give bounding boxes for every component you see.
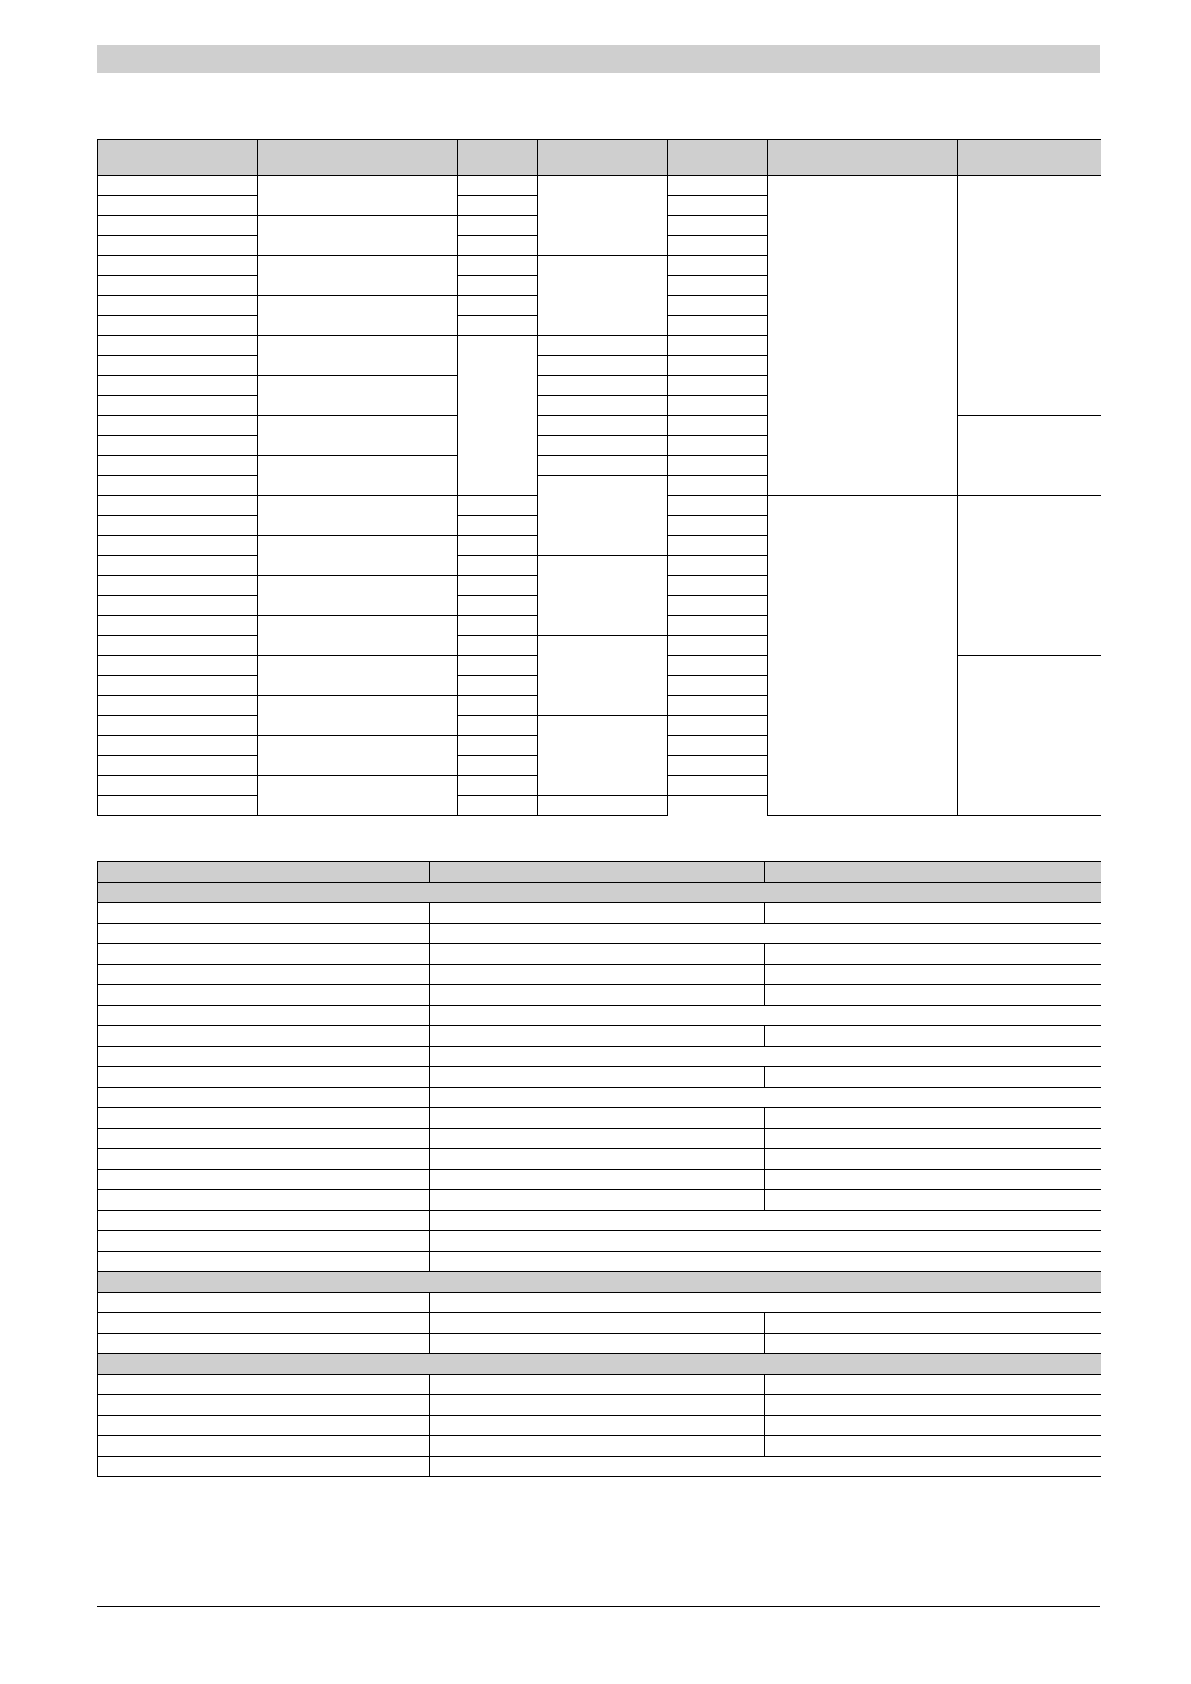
- table-cell: [258, 736, 458, 776]
- table-cell: [765, 1190, 1101, 1211]
- table-cell: [98, 1149, 430, 1170]
- table-cell: [430, 1333, 765, 1354]
- table-row: [98, 1456, 1101, 1477]
- table-cell: [430, 1415, 765, 1436]
- table-cell: [98, 776, 258, 796]
- section-row: [98, 882, 1101, 903]
- table-cell: [430, 1046, 1101, 1067]
- table-cell: [458, 336, 538, 496]
- table-cell: [668, 496, 768, 516]
- section-cell: [98, 1272, 1101, 1293]
- table-row: [98, 923, 1101, 944]
- table-cell: [430, 1190, 765, 1211]
- table-cell: [98, 416, 258, 436]
- table-cell: [258, 296, 458, 336]
- table-cell: [430, 1313, 765, 1334]
- table-cell: [98, 216, 258, 236]
- table-cell: [958, 496, 1101, 656]
- table-row: [98, 903, 1101, 924]
- table-cell: [538, 356, 668, 376]
- table-cell: [98, 476, 258, 496]
- table-cell: [538, 436, 668, 456]
- table-cell: [98, 636, 258, 656]
- header-cell: [538, 140, 668, 176]
- table-cell: [768, 176, 958, 496]
- table-row: [98, 1374, 1101, 1395]
- table-cell: [668, 376, 768, 396]
- table-cell: [258, 256, 458, 296]
- table-cell: [98, 1128, 430, 1149]
- table-cell: [458, 216, 538, 236]
- table-cell: [98, 1333, 430, 1354]
- section-cell: [98, 1354, 1101, 1375]
- table-cell: [668, 276, 768, 296]
- table-cell: [98, 1415, 430, 1436]
- table-cell: [458, 736, 538, 756]
- table-cell: [765, 1026, 1101, 1047]
- section-row: [98, 1272, 1101, 1293]
- table-cell: [98, 236, 258, 256]
- table-cell: [98, 356, 258, 376]
- table-row: [98, 1108, 1101, 1129]
- table-cell: [258, 776, 458, 816]
- table-cell: [430, 1087, 1101, 1108]
- table-cell: [668, 336, 768, 356]
- table-cell: [668, 596, 768, 616]
- table-cell: [430, 1231, 1101, 1252]
- table-cell: [430, 964, 765, 985]
- table-cell: [98, 1108, 430, 1129]
- table-cell: [765, 944, 1101, 965]
- table-cell: [458, 676, 538, 696]
- table-cell: [98, 964, 430, 985]
- table-cell: [765, 1374, 1101, 1395]
- table-cell: [430, 1395, 765, 1416]
- table-cell: [458, 576, 538, 596]
- table-cell: [458, 496, 538, 516]
- table-cell: [538, 476, 668, 556]
- table-cell: [98, 256, 258, 276]
- table-cell: [430, 903, 765, 924]
- table-cell: [430, 1169, 765, 1190]
- footer-rule: [97, 1606, 1100, 1607]
- table-cell: [765, 903, 1101, 924]
- table-cell: [538, 556, 668, 636]
- table-cell: [458, 236, 538, 256]
- table-cell: [98, 985, 430, 1006]
- table-row: [98, 1210, 1101, 1231]
- table-cell: [258, 336, 458, 376]
- table-header-row: [98, 140, 1101, 176]
- table-cell: [98, 1026, 430, 1047]
- specification-table-top: [97, 139, 1101, 816]
- table-cell: [98, 756, 258, 776]
- header-cell: [765, 862, 1101, 883]
- table-cell: [765, 1169, 1101, 1190]
- table-header-row: [98, 862, 1101, 883]
- table-cell: [668, 656, 768, 676]
- table-cell: [668, 396, 768, 416]
- table-cell: [98, 276, 258, 296]
- table-row: [98, 1046, 1101, 1067]
- table-cell: [668, 176, 768, 196]
- table-cell: [258, 456, 458, 496]
- table-cell: [668, 696, 768, 716]
- table-cell: [98, 296, 258, 316]
- table-cell: [668, 676, 768, 696]
- table-cell: [458, 296, 538, 316]
- table-cell: [430, 1251, 1101, 1272]
- table-cell: [258, 176, 458, 216]
- table-cell: [258, 416, 458, 456]
- table-cell: [258, 616, 458, 656]
- table-cell: [458, 516, 538, 536]
- header-cell: [958, 140, 1101, 176]
- table-row: [98, 1005, 1101, 1026]
- table-cell: [430, 1108, 765, 1129]
- table-cell: [98, 1005, 430, 1026]
- table-cell: [98, 903, 430, 924]
- table-cell: [430, 985, 765, 1006]
- table-cell: [458, 636, 538, 656]
- table-cell: [258, 376, 458, 416]
- table-cell: [98, 576, 258, 596]
- table-cell: [668, 716, 768, 736]
- table-cell: [98, 1169, 430, 1190]
- table-cell: [958, 416, 1101, 496]
- table-cell: [258, 696, 458, 736]
- table-cell: [668, 556, 768, 576]
- table-cell: [538, 456, 668, 476]
- table-cell: [458, 256, 538, 276]
- table-cell: [668, 216, 768, 236]
- table-row: [98, 1067, 1101, 1088]
- table-cell: [98, 396, 258, 416]
- table-row: [98, 1087, 1101, 1108]
- table-cell: [668, 456, 768, 476]
- table-cell: [258, 216, 458, 256]
- table-cell: [765, 1128, 1101, 1149]
- table-cell: [258, 496, 458, 536]
- table-cell: [765, 1108, 1101, 1129]
- table-cell: [538, 176, 668, 256]
- table-cell: [430, 1005, 1101, 1026]
- table-cell: [430, 1456, 1101, 1477]
- table-cell: [98, 716, 258, 736]
- table-cell: [98, 1251, 430, 1272]
- table-cell: [98, 596, 258, 616]
- table-cell: [98, 496, 258, 516]
- table-cell: [98, 696, 258, 716]
- page-header-bar: [97, 45, 1100, 73]
- table-row: [98, 1313, 1101, 1334]
- header-cell: [458, 140, 538, 176]
- section-cell: [98, 882, 1101, 903]
- table-cell: [430, 1292, 1101, 1313]
- table-cell: [538, 796, 668, 816]
- table-cell: [98, 1436, 430, 1457]
- specification-table-bottom: [97, 861, 1101, 1477]
- table-row: [98, 1333, 1101, 1354]
- table-cell: [430, 1374, 765, 1395]
- table-cell: [668, 296, 768, 316]
- table-cell: [765, 964, 1101, 985]
- table-row: [98, 1169, 1101, 1190]
- section-row: [98, 1354, 1101, 1375]
- table-row: [98, 1292, 1101, 1313]
- table-cell: [98, 436, 258, 456]
- table-cell: [430, 944, 765, 965]
- table-cell: [98, 456, 258, 476]
- table-cell: [98, 316, 258, 336]
- table-cell: [538, 416, 668, 436]
- table-cell: [668, 256, 768, 276]
- table-cell: [668, 316, 768, 336]
- table-cell: [765, 985, 1101, 1006]
- table-cell: [430, 1149, 765, 1170]
- table-cell: [258, 576, 458, 616]
- table-cell: [98, 536, 258, 556]
- table-cell: [765, 1313, 1101, 1334]
- table-cell: [458, 756, 538, 776]
- table-cell: [258, 656, 458, 696]
- table-cell: [430, 1067, 765, 1088]
- table-row: [98, 985, 1101, 1006]
- table-cell: [668, 636, 768, 656]
- table-cell: [98, 676, 258, 696]
- table-cell: [430, 1436, 765, 1457]
- table-row: [98, 964, 1101, 985]
- table-cell: [458, 276, 538, 296]
- table-cell: [458, 716, 538, 736]
- table-cell: [458, 776, 538, 796]
- table-cell: [668, 516, 768, 536]
- table-cell: [458, 176, 538, 196]
- table-cell: [98, 1395, 430, 1416]
- table-cell: [430, 923, 1101, 944]
- table-cell: [458, 536, 538, 556]
- table-cell: [668, 536, 768, 556]
- table-cell: [98, 944, 430, 965]
- table-row: [98, 1436, 1101, 1457]
- table-cell: [98, 1456, 430, 1477]
- table-row: [98, 1026, 1101, 1047]
- table-cell: [668, 776, 768, 796]
- table-cell: [98, 516, 258, 536]
- table-cell: [98, 1313, 430, 1334]
- table-cell: [538, 376, 668, 396]
- table-cell: [98, 556, 258, 576]
- table-cell: [765, 1415, 1101, 1436]
- table-cell: [958, 176, 1101, 416]
- table-cell: [430, 1026, 765, 1047]
- table-cell: [458, 616, 538, 636]
- table-cell: [765, 1333, 1101, 1354]
- table-cell: [668, 576, 768, 596]
- table-cell: [668, 416, 768, 436]
- header-cell: [98, 862, 430, 883]
- table-cell: [668, 196, 768, 216]
- table-row: [98, 1190, 1101, 1211]
- table-cell: [768, 496, 958, 816]
- table-row: [98, 1149, 1101, 1170]
- table-cell: [765, 1149, 1101, 1170]
- header-cell: [98, 140, 258, 176]
- table-cell: [668, 616, 768, 636]
- table-cell: [458, 596, 538, 616]
- table-cell: [538, 336, 668, 356]
- table-row: [98, 1395, 1101, 1416]
- table-cell: [98, 656, 258, 676]
- table-cell: [98, 1210, 430, 1231]
- header-cell: [668, 140, 768, 176]
- table-cell: [98, 1292, 430, 1313]
- table-cell: [538, 636, 668, 716]
- table-cell: [765, 1395, 1101, 1416]
- table-cell: [98, 1067, 430, 1088]
- table-row: [98, 1128, 1101, 1149]
- table-cell: [765, 1436, 1101, 1457]
- table-cell: [98, 736, 258, 756]
- table-cell: [258, 536, 458, 576]
- table-cell: [668, 356, 768, 376]
- table-cell: [430, 1128, 765, 1149]
- table-cell: [668, 756, 768, 776]
- table-cell: [98, 1087, 430, 1108]
- table-cell: [668, 436, 768, 456]
- table-cell: [458, 656, 538, 676]
- table-row: [98, 944, 1101, 965]
- table-cell: [668, 736, 768, 756]
- table-cell: [458, 316, 538, 336]
- header-cell: [258, 140, 458, 176]
- table-cell: [668, 476, 768, 496]
- header-cell: [768, 140, 958, 176]
- table-cell: [98, 1374, 430, 1395]
- table-cell: [765, 1067, 1101, 1088]
- table-row: [98, 1415, 1101, 1436]
- table-row: [98, 1251, 1101, 1272]
- table-cell: [98, 616, 258, 636]
- table-row: [98, 176, 1101, 196]
- table-cell: [958, 656, 1101, 816]
- table-cell: [458, 556, 538, 576]
- table-cell: [668, 236, 768, 256]
- table-cell: [458, 796, 538, 816]
- table-cell: [538, 396, 668, 416]
- table-cell: [98, 176, 258, 196]
- table-cell: [98, 923, 430, 944]
- table-cell: [98, 1046, 430, 1067]
- table-cell: [430, 1210, 1101, 1231]
- table-cell: [538, 256, 668, 336]
- table-cell: [98, 1190, 430, 1211]
- table-cell: [98, 376, 258, 396]
- table-cell: [458, 696, 538, 716]
- table-cell: [98, 336, 258, 356]
- table-cell: [458, 196, 538, 216]
- table-cell: [538, 716, 668, 796]
- header-cell: [430, 862, 765, 883]
- table-cell: [98, 796, 258, 816]
- table-cell: [98, 1231, 430, 1252]
- table-row: [98, 1231, 1101, 1252]
- table-cell: [98, 196, 258, 216]
